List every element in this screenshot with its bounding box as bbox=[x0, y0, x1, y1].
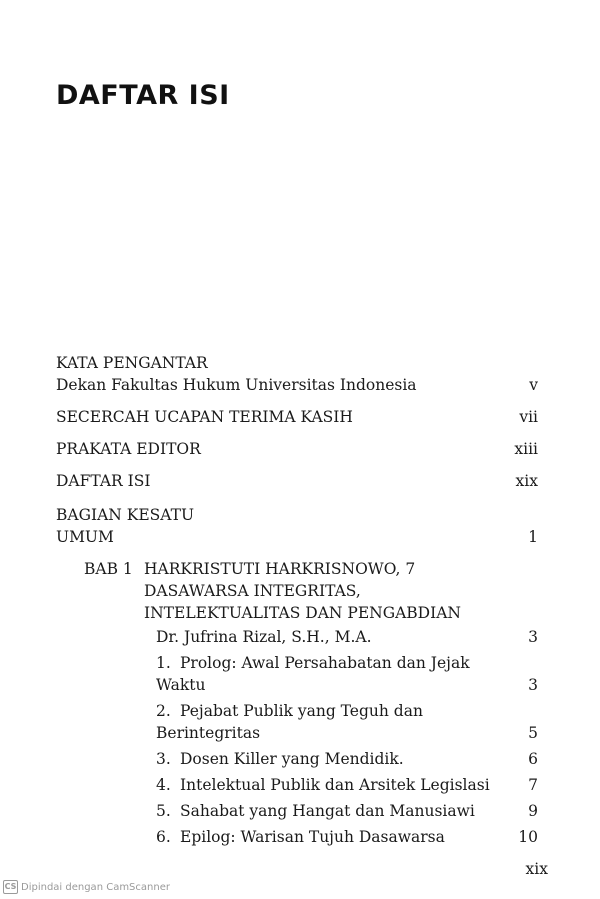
toc-page-number: 3 bbox=[528, 628, 538, 646]
list-item bbox=[156, 700, 538, 744]
item-index: 6. bbox=[156, 828, 171, 846]
toc-page-number: 3 bbox=[528, 676, 538, 694]
toc-page-number: vii bbox=[519, 408, 538, 426]
camscanner-logo-icon: CS bbox=[3, 880, 18, 894]
chapter-number: BAB 1 bbox=[84, 560, 133, 578]
item-label: Dosen Killer yang Mendidik. bbox=[180, 750, 404, 768]
item-label: Pejabat Publik yang Teguh dan Berintegritas bbox=[156, 702, 423, 742]
toc-page-number: v bbox=[529, 376, 538, 394]
chapter-title-line: INTELEKTUALITAS DAN PENGABDIAN bbox=[144, 604, 461, 622]
toc-page-number: xix bbox=[515, 472, 538, 490]
item-index: 5. bbox=[156, 802, 171, 820]
item-label: Epilog: Warisan Tujuh Dasawarsa bbox=[180, 828, 445, 846]
scanner-watermark bbox=[3, 880, 170, 894]
toc-page-number: 10 bbox=[518, 828, 538, 846]
table-of-contents bbox=[56, 352, 538, 848]
toc-entry-bagian-kesatu bbox=[56, 504, 538, 548]
toc-entry-daftar-isi bbox=[56, 470, 538, 492]
toc-part-heading: BAGIAN KESATU bbox=[56, 506, 195, 524]
toc-chapter-bab-1 bbox=[84, 558, 538, 848]
page-title: DAFTAR ISI bbox=[56, 80, 230, 111]
toc-page-number: 7 bbox=[528, 776, 538, 794]
toc-part-subheading: UMUM bbox=[56, 528, 114, 546]
toc-page-number: 6 bbox=[528, 750, 538, 768]
item-index: 1. bbox=[156, 654, 171, 672]
item-label: Prolog: Awal Persahabatan dan Jejak Waktu bbox=[156, 654, 470, 694]
toc-label: PRAKATA EDITOR bbox=[56, 440, 201, 458]
toc-entry-secercah bbox=[56, 406, 538, 428]
toc-page-number: 9 bbox=[528, 802, 538, 820]
footer-page-number: xix bbox=[525, 860, 548, 878]
list-item bbox=[156, 826, 538, 848]
toc-page-number: xiii bbox=[514, 440, 538, 458]
item-index: 2. bbox=[156, 702, 171, 720]
item-index: 4. bbox=[156, 776, 171, 794]
item-label: Sahabat yang Hangat dan Manusiawi bbox=[180, 802, 475, 820]
watermark-text: Dipindai dengan CamScanner bbox=[21, 881, 170, 893]
chapter-author-row bbox=[156, 626, 538, 648]
toc-entry-kata-pengantar bbox=[56, 352, 538, 396]
toc-entry-prakata bbox=[56, 438, 538, 460]
chapter-title-line: HARKRISTUTI HARKRISNOWO, 7 bbox=[144, 560, 416, 578]
list-item bbox=[156, 800, 538, 822]
toc-page-number: 5 bbox=[528, 724, 538, 742]
item-label: Intelektual Publik dan Arsitek Legislasi bbox=[180, 776, 490, 794]
list-item bbox=[156, 652, 538, 696]
list-item bbox=[156, 774, 538, 796]
toc-subheading: Dekan Fakultas Hukum Universitas Indonesia bbox=[56, 376, 417, 394]
toc-label: SECERCAH UCAPAN TERIMA KASIH bbox=[56, 408, 353, 426]
chapter-author: Dr. Jufrina Rizal, S.H., M.A. bbox=[156, 628, 372, 646]
chapter-title-line: DASAWARSA INTEGRITAS, bbox=[144, 582, 361, 600]
list-item bbox=[156, 748, 538, 770]
item-index: 3. bbox=[156, 750, 171, 768]
toc-heading: KATA PENGANTAR bbox=[56, 354, 208, 372]
toc-label: DAFTAR ISI bbox=[56, 472, 151, 490]
toc-page-number: 1 bbox=[528, 528, 538, 546]
